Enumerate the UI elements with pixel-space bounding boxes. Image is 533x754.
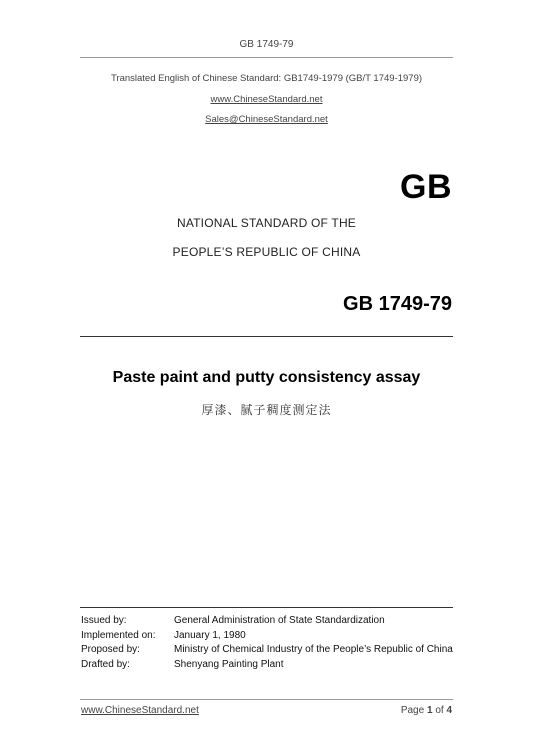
gb-mark: GB	[400, 168, 452, 206]
email-link[interactable]: Sales@ChineseStandard.net	[205, 114, 328, 125]
meta-row-proposed	[81, 644, 453, 659]
footer-website-link[interactable]: www.ChineseStandard.net	[81, 705, 199, 716]
page-of: of	[435, 705, 444, 716]
title-divider	[80, 336, 453, 337]
document-title-english: Paste paint and putty consistency assay	[112, 369, 421, 386]
running-title: GB 1749-79	[239, 39, 294, 50]
national-standard-line1: NATIONAL STANDARD OF THE	[176, 216, 357, 230]
meta-value: General Administration of State Standardization	[174, 615, 385, 626]
meta-row-implemented	[81, 630, 453, 645]
footer-divider	[80, 699, 453, 700]
document-metadata	[81, 615, 453, 673]
meta-row-drafted	[81, 659, 453, 674]
national-standard-line2: PEOPLE’S REPUBLIC OF CHINA	[172, 245, 361, 259]
meta-key: Drafted by:	[81, 658, 130, 670]
page-word: Page	[400, 705, 425, 716]
meta-key: Issued by:	[81, 615, 127, 626]
header-divider	[80, 57, 453, 58]
page-total: 4	[446, 705, 452, 716]
document-title-chinese: 厚漆、腻子稠度测定法	[201, 403, 332, 417]
meta-key: Proposed by:	[81, 644, 140, 655]
meta-key: Implemented on:	[81, 629, 156, 641]
website-link[interactable]: www.ChineseStandard.net	[210, 94, 323, 105]
meta-row-issued	[81, 615, 453, 630]
meta-divider	[80, 607, 453, 608]
meta-value: Ministry of Chemical Industry of the People’s Republic of China	[174, 644, 453, 655]
meta-value: Shenyang Painting Plant	[174, 658, 284, 670]
meta-value: January 1, 1980	[174, 629, 246, 641]
page-current: 1	[426, 705, 433, 716]
page-indicator	[401, 705, 452, 716]
standard-code: GB 1749-79	[343, 293, 452, 315]
translation-note: Translated English of Chinese Standard: GB1749-1979 (GB/T 1749-1979)	[110, 73, 423, 84]
